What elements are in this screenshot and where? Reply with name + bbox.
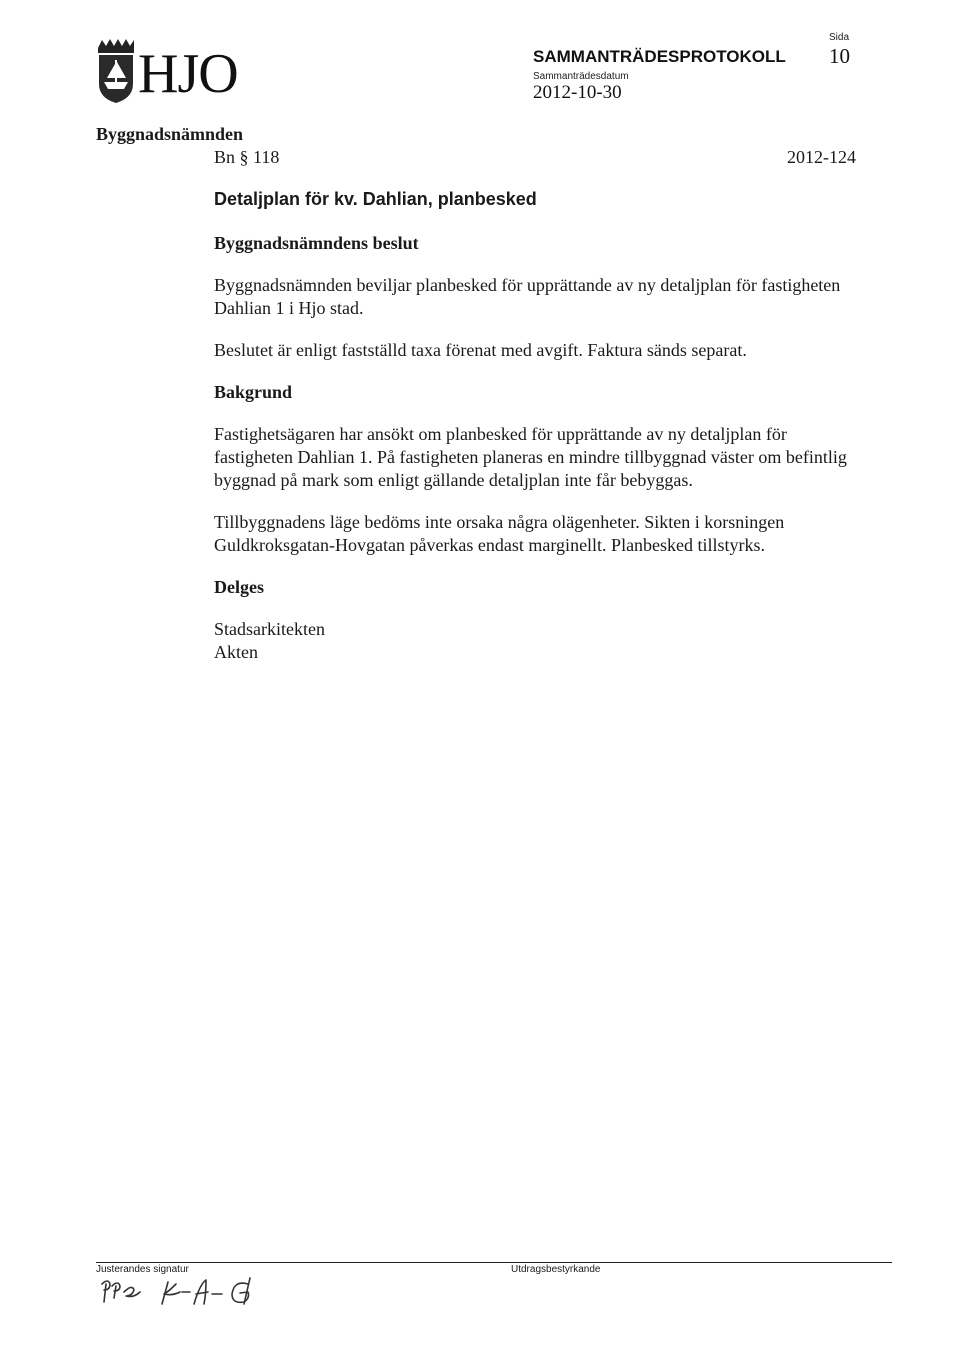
distribution-heading: Delges bbox=[214, 577, 264, 597]
hjo-coat-of-arms-icon bbox=[96, 38, 136, 104]
decision-heading: Byggnadsnämndens beslut bbox=[214, 233, 419, 253]
handwritten-initials-signature bbox=[98, 1274, 278, 1310]
signature-label: Justerandes signatur bbox=[96, 1264, 189, 1275]
meeting-date-label: Sammanträdesdatum bbox=[533, 71, 629, 82]
background-paragraph-2: Tillbyggnadens läge bedöms inte orsaka några olägenheter. Sikten i korsningen Guldkroksgatan-Hovgatan påverkas endast marginellt. Planbesked tillstyrks. bbox=[214, 512, 785, 555]
background-heading: Bakgrund bbox=[214, 382, 293, 402]
document-type-title: SAMMANTRÄDESPROTOKOLL bbox=[533, 47, 786, 66]
hjo-logo bbox=[96, 38, 256, 108]
department-name: Byggnadsnämnden bbox=[96, 124, 244, 144]
decision-paragraph-2: Beslutet är enligt fastställd taxa förenat med avgift. Faktura sänds separat. bbox=[214, 340, 747, 360]
distribution-item: Stadsarkitekten bbox=[214, 619, 325, 639]
meeting-date: 2012-10-30 bbox=[533, 82, 622, 103]
item-title: Detaljplan för kv. Dahlian, planbesked bbox=[214, 189, 537, 209]
footer-divider bbox=[96, 1262, 892, 1263]
distribution-item: Akten bbox=[214, 642, 258, 662]
page-number: 10 bbox=[829, 44, 850, 68]
page-label: Sida bbox=[829, 32, 850, 43]
extract-certification-label: Utdragsbestyrkande bbox=[511, 1264, 601, 1275]
decision-paragraph-1: Byggnadsnämnden beviljar planbesked för upprättande av ny detaljplan för fastigheten Dahlian 1 i Hjo stad. bbox=[214, 275, 841, 318]
protocol-body bbox=[214, 187, 864, 664]
case-number: 2012-124 bbox=[787, 147, 856, 167]
background-paragraph-1: Fastighetsägaren har ansökt om planbesked för upprättande av ny detaljplan för fastigheten Dahlian 1. På fastigheten planeras en mindre tillbyggnad väster om befintlig byggnad på mark som enligt gällande detaljplan inte får bebyggas. bbox=[214, 424, 847, 490]
logo-wordmark: HJO bbox=[138, 43, 238, 105]
paragraph-number: Bn § 118 bbox=[214, 147, 280, 167]
